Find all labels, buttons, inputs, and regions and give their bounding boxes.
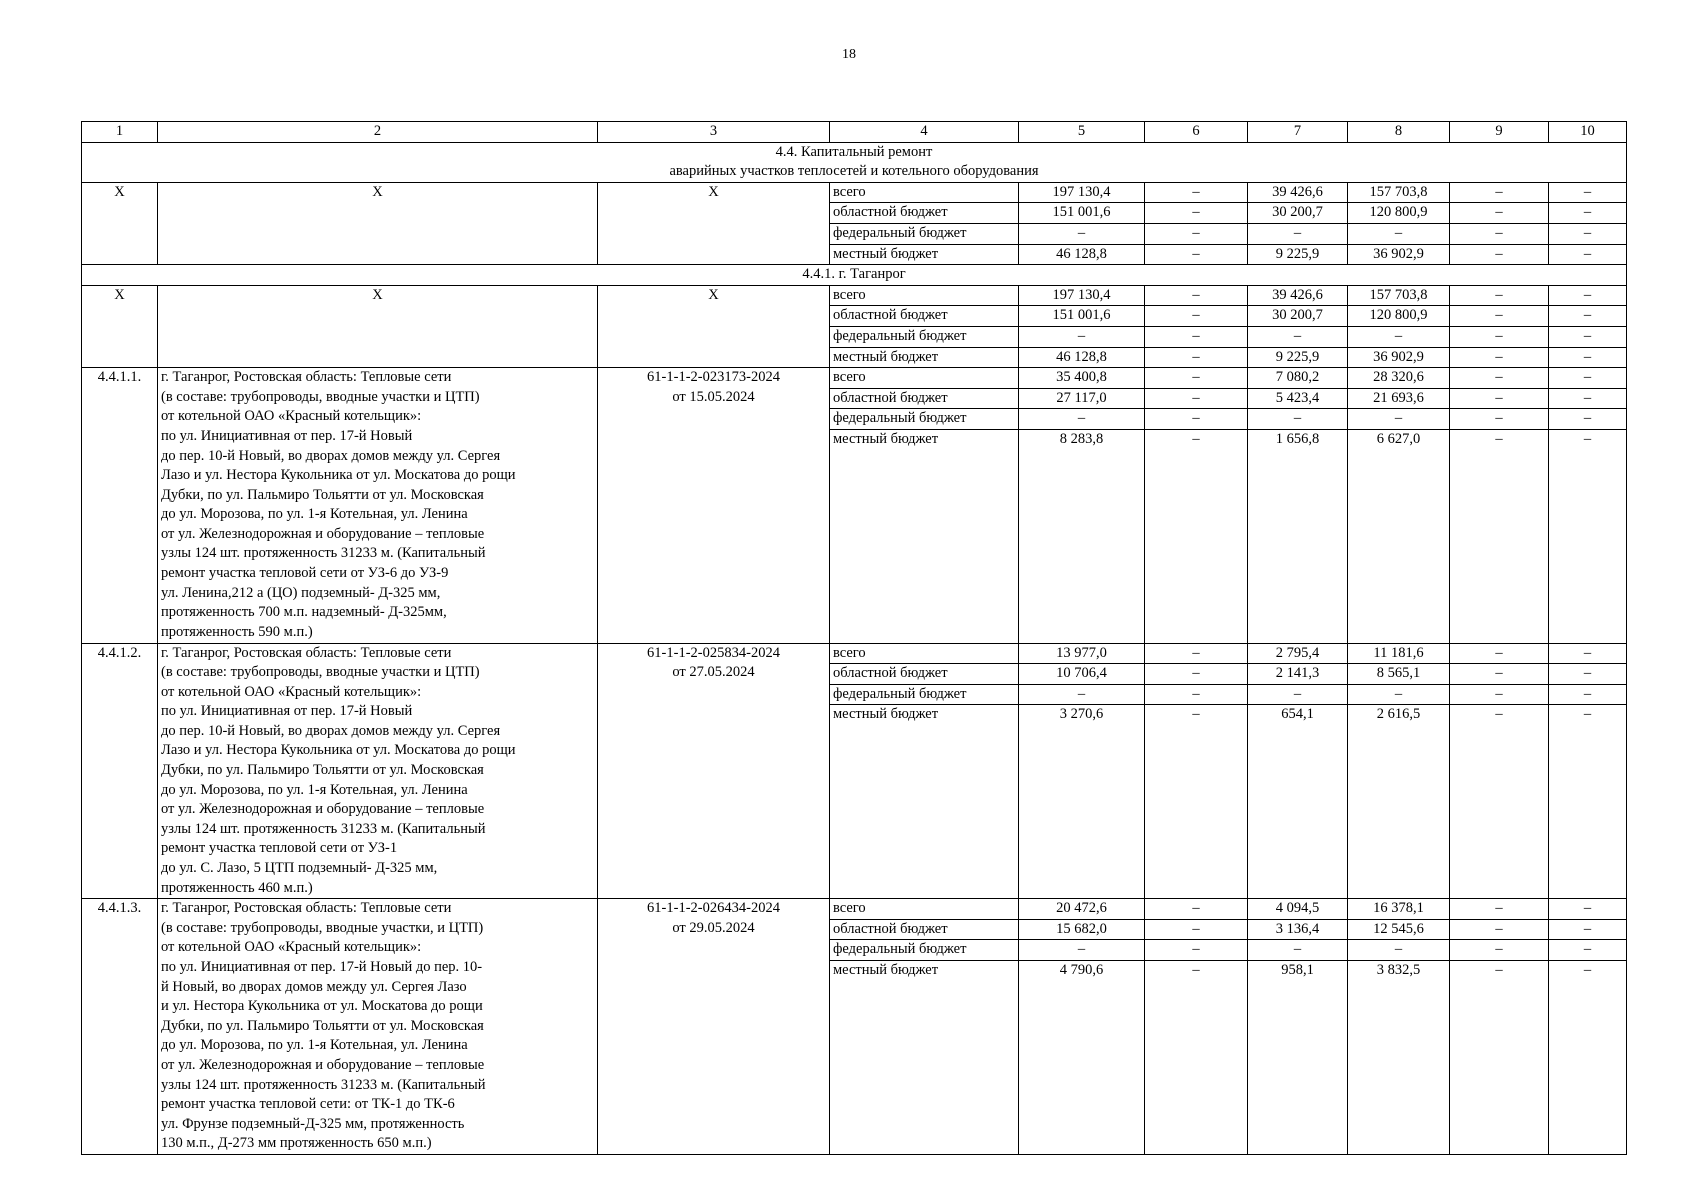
value-cell: – <box>1549 664 1627 685</box>
value-cell: – <box>1450 664 1549 685</box>
value-cell: – <box>1549 705 1627 899</box>
value-cell: – <box>1145 388 1248 409</box>
value-cell: – <box>1450 223 1549 244</box>
document-number: 61-1-1-2-025834-2024 <box>647 644 780 661</box>
value-cell: – <box>1549 306 1627 327</box>
funding-row <box>82 643 1627 664</box>
value-cell: – <box>1248 223 1348 244</box>
value-cell: – <box>1248 940 1348 961</box>
description-line: от котельной ОАО «Красный котельщик»: <box>161 683 422 700</box>
budget-type-label: всего <box>830 899 1019 920</box>
value-cell: 9 225,9 <box>1248 347 1348 368</box>
x-mark-number: Х <box>82 182 158 264</box>
item-description <box>158 368 598 643</box>
budget-type-label: областной бюджет <box>830 388 1019 409</box>
x-mark-document: Х <box>598 285 830 367</box>
value-cell: – <box>1145 244 1248 265</box>
value-cell: 1 656,8 <box>1248 429 1348 643</box>
description-line: (в составе: трубопроводы, вводные участки и ЦТП) <box>161 388 480 405</box>
document-number: 61-1-1-2-026434-2024 <box>647 900 780 917</box>
value-cell: – <box>1145 940 1248 961</box>
value-cell: – <box>1145 203 1248 224</box>
description-line: (в составе: трубопроводы, вводные участки, и ЦТП) <box>161 919 484 936</box>
value-cell: 36 902,9 <box>1348 347 1450 368</box>
value-cell: – <box>1549 203 1627 224</box>
value-cell: – <box>1549 244 1627 265</box>
description-line: г. Таганрог, Ростовская область: Тепловые сети <box>161 900 452 917</box>
description-line: й Новый, во дворах домов между ул. Сергея Лазо <box>161 978 467 995</box>
value-cell: – <box>1450 429 1549 643</box>
value-cell: 197 130,4 <box>1019 285 1145 306</box>
column-number-row <box>82 122 1627 143</box>
value-cell: – <box>1145 326 1248 347</box>
value-cell: – <box>1145 684 1248 705</box>
value-cell: 157 703,8 <box>1348 285 1450 306</box>
description-line: узлы 124 шт. протяженность 31233 м. (Капитальный <box>161 545 486 562</box>
value-cell: 8 565,1 <box>1348 664 1450 685</box>
funding-row <box>82 182 1627 203</box>
value-cell: – <box>1450 899 1549 920</box>
column-number: 7 <box>1248 122 1348 143</box>
value-cell: – <box>1450 326 1549 347</box>
value-cell: – <box>1145 223 1248 244</box>
value-cell: 27 117,0 <box>1019 388 1145 409</box>
value-cell: – <box>1348 940 1450 961</box>
value-cell: – <box>1145 643 1248 664</box>
item-number: 4.4.1.2. <box>82 643 158 899</box>
value-cell: 197 130,4 <box>1019 182 1145 203</box>
section-title-line: аварийных участков теплосетей и котельного оборудования <box>669 163 1039 180</box>
budget-type-label: всего <box>830 285 1019 306</box>
value-cell: 120 800,9 <box>1348 203 1450 224</box>
description-line: до пер. 10-й Новый, во дворах домов между ул. Сергея <box>161 722 501 739</box>
value-cell: – <box>1549 919 1627 940</box>
value-cell: – <box>1549 899 1627 920</box>
value-cell: 12 545,6 <box>1348 919 1450 940</box>
value-cell: 151 001,6 <box>1019 203 1145 224</box>
value-cell: – <box>1248 684 1348 705</box>
budget-type-label: федеральный бюджет <box>830 940 1019 961</box>
value-cell: – <box>1019 684 1145 705</box>
budget-type-label: местный бюджет <box>830 347 1019 368</box>
value-cell: – <box>1348 223 1450 244</box>
value-cell: 958,1 <box>1248 961 1348 1155</box>
value-cell: – <box>1145 347 1248 368</box>
value-cell: 8 283,8 <box>1019 429 1145 643</box>
x-mark-number: Х <box>82 285 158 367</box>
value-cell: – <box>1145 429 1248 643</box>
value-cell: 30 200,7 <box>1248 306 1348 327</box>
value-cell: – <box>1549 409 1627 430</box>
value-cell: 11 181,6 <box>1348 643 1450 664</box>
value-cell: – <box>1145 919 1248 940</box>
value-cell: – <box>1145 409 1248 430</box>
description-line: ремонт участка тепловой сети от УЗ-6 до УЗ-9 <box>161 565 449 582</box>
subsection-summary <box>82 285 1627 367</box>
value-cell: 4 094,5 <box>1248 899 1348 920</box>
value-cell: 3 832,5 <box>1348 961 1450 1155</box>
value-cell: – <box>1450 919 1549 940</box>
description-line: ремонт участка тепловой сети от УЗ-1 <box>161 840 398 857</box>
value-cell: – <box>1145 961 1248 1155</box>
value-cell: – <box>1145 182 1248 203</box>
document-date: от 29.05.2024 <box>672 919 755 936</box>
x-mark-description: Х <box>158 285 598 367</box>
value-cell: 21 693,6 <box>1348 388 1450 409</box>
value-cell: 35 400,8 <box>1019 368 1145 389</box>
column-number: 2 <box>158 122 598 143</box>
description-line: до ул. С. Лазо, 5 ЦТП подземный- Д-325 мм, <box>161 860 438 877</box>
description-line: до ул. Морозова, по ул. 1-я Котельная, ул. Ленина <box>161 1037 468 1054</box>
value-cell: – <box>1549 223 1627 244</box>
description-line: Дубки, по ул. Пальмиро Тольятти от ул. Московская <box>161 1017 484 1034</box>
budget-type-label: областной бюджет <box>830 203 1019 224</box>
column-number: 3 <box>598 122 830 143</box>
document-date: от 15.05.2024 <box>672 388 755 405</box>
value-cell: 39 426,6 <box>1248 182 1348 203</box>
budget-type-label: местный бюджет <box>830 961 1019 1155</box>
description-line: Лазо и ул. Нестора Кукольника от ул. Москатова до рощи <box>161 742 516 759</box>
value-cell: 3 136,4 <box>1248 919 1348 940</box>
value-cell: 4 790,6 <box>1019 961 1145 1155</box>
item-number: 4.4.1.3. <box>82 899 158 1155</box>
value-cell: – <box>1019 940 1145 961</box>
section-summary <box>82 182 1627 264</box>
description-line: Дубки, по ул. Пальмиро Тольятти от ул. Московская <box>161 762 484 779</box>
document-date: от 27.05.2024 <box>672 664 755 681</box>
budget-type-label: областной бюджет <box>830 919 1019 940</box>
items <box>82 368 1627 1155</box>
value-cell: 28 320,6 <box>1348 368 1450 389</box>
column-number: 4 <box>830 122 1019 143</box>
value-cell: 39 426,6 <box>1248 285 1348 306</box>
funding-table <box>81 121 1627 1155</box>
value-cell: 5 423,4 <box>1248 388 1348 409</box>
description-line: г. Таганрог, Ростовская область: Тепловые сети <box>161 644 452 661</box>
value-cell: – <box>1248 409 1348 430</box>
section-title <box>82 142 1627 182</box>
expertise-document <box>598 368 830 643</box>
value-cell: – <box>1549 961 1627 1155</box>
value-cell: – <box>1450 409 1549 430</box>
value-cell: 7 080,2 <box>1248 368 1348 389</box>
description-line: по ул. Инициативная от пер. 17-й Новый <box>161 427 413 444</box>
item-number: 4.4.1.1. <box>82 368 158 643</box>
description-line: Лазо и ул. Нестора Кукольника от ул. Москатова до рощи <box>161 467 516 484</box>
value-cell: – <box>1450 705 1549 899</box>
value-cell: 151 001,6 <box>1019 306 1145 327</box>
value-cell: – <box>1348 326 1450 347</box>
budget-type-label: всего <box>830 643 1019 664</box>
description-line: ул. Ленина,212 а (ЦО) подземный- Д-325 мм, <box>161 584 441 601</box>
x-mark-document: Х <box>598 182 830 264</box>
value-cell: – <box>1450 285 1549 306</box>
budget-type-label: всего <box>830 182 1019 203</box>
description-line: до ул. Морозова, по ул. 1-я Котельная, ул. Ленина <box>161 781 468 798</box>
value-cell: 157 703,8 <box>1348 182 1450 203</box>
value-cell: – <box>1145 285 1248 306</box>
description-line: (в составе: трубопроводы, вводные участки и ЦТП) <box>161 664 480 681</box>
budget-type-label: местный бюджет <box>830 244 1019 265</box>
column-number: 6 <box>1145 122 1248 143</box>
expertise-document <box>598 643 830 899</box>
description-line: и ул. Нестора Кукольника от ул. Москатова до рощи <box>161 998 483 1015</box>
value-cell: 46 128,8 <box>1019 244 1145 265</box>
section-title-row <box>82 142 1627 182</box>
column-number: 9 <box>1450 122 1549 143</box>
description-line: г. Таганрог, Ростовская область: Тепловые сети <box>161 369 452 386</box>
value-cell: 120 800,9 <box>1348 306 1450 327</box>
column-number: 10 <box>1549 122 1627 143</box>
description-line: 130 м.п., Д-273 мм протяженность 650 м.п.) <box>161 1135 432 1152</box>
budget-type-label: федеральный бюджет <box>830 409 1019 430</box>
document-number: 61-1-1-2-023173-2024 <box>647 369 780 386</box>
value-cell: – <box>1450 306 1549 327</box>
value-cell: – <box>1549 940 1627 961</box>
funding-row <box>82 899 1627 920</box>
description-line: протяженность 460 м.п.) <box>161 879 313 896</box>
value-cell: – <box>1450 244 1549 265</box>
value-cell: 10 706,4 <box>1019 664 1145 685</box>
value-cell: – <box>1248 326 1348 347</box>
column-number: 5 <box>1019 122 1145 143</box>
value-cell: – <box>1145 705 1248 899</box>
value-cell: – <box>1348 409 1450 430</box>
value-cell: 16 378,1 <box>1348 899 1450 920</box>
value-cell: 2 795,4 <box>1248 643 1348 664</box>
value-cell: – <box>1019 409 1145 430</box>
value-cell: 13 977,0 <box>1019 643 1145 664</box>
description-line: по ул. Инициативная от пер. 17-й Новый до пер. 10- <box>161 959 483 976</box>
subsection-title: 4.4.1. г. Таганрог <box>82 265 1627 286</box>
value-cell: – <box>1450 961 1549 1155</box>
description-line: до пер. 10-й Новый, во дворах домов между ул. Сергея <box>161 447 501 464</box>
value-cell: – <box>1145 664 1248 685</box>
funding-row <box>82 285 1627 306</box>
value-cell: 30 200,7 <box>1248 203 1348 224</box>
value-cell: 2 141,3 <box>1248 664 1348 685</box>
subsection-title-row <box>82 265 1627 286</box>
description-line: протяженность 700 м.п. надземный- Д-325мм, <box>161 604 447 621</box>
column-number: 1 <box>82 122 158 143</box>
description-line: от ул. Железнодорожная и оборудование – тепловые <box>161 525 485 542</box>
budget-type-label: федеральный бюджет <box>830 223 1019 244</box>
value-cell: – <box>1549 388 1627 409</box>
value-cell: – <box>1450 347 1549 368</box>
item-description <box>158 899 598 1155</box>
value-cell: 6 627,0 <box>1348 429 1450 643</box>
value-cell: – <box>1549 429 1627 643</box>
description-line: от котельной ОАО «Красный котельщик»: <box>161 408 422 425</box>
value-cell: – <box>1450 182 1549 203</box>
description-line: по ул. Инициативная от пер. 17-й Новый <box>161 703 413 720</box>
value-cell: 46 128,8 <box>1019 347 1145 368</box>
budget-type-label: местный бюджет <box>830 429 1019 643</box>
description-line: узлы 124 шт. протяженность 31233 м. (Капитальный <box>161 1076 486 1093</box>
value-cell: 654,1 <box>1248 705 1348 899</box>
value-cell: – <box>1549 684 1627 705</box>
budget-type-label: федеральный бюджет <box>830 326 1019 347</box>
value-cell: – <box>1145 368 1248 389</box>
value-cell: 15 682,0 <box>1019 919 1145 940</box>
x-mark-description: Х <box>158 182 598 264</box>
value-cell: – <box>1549 326 1627 347</box>
description-line: от котельной ОАО «Красный котельщик»: <box>161 939 422 956</box>
budget-type-label: местный бюджет <box>830 705 1019 899</box>
value-cell: 3 270,6 <box>1019 705 1145 899</box>
description-line: до ул. Морозова, по ул. 1-я Котельная, ул. Ленина <box>161 506 468 523</box>
budget-type-label: всего <box>830 368 1019 389</box>
value-cell: 9 225,9 <box>1248 244 1348 265</box>
budget-type-label: областной бюджет <box>830 664 1019 685</box>
value-cell: – <box>1549 182 1627 203</box>
value-cell: 20 472,6 <box>1019 899 1145 920</box>
budget-type-label: федеральный бюджет <box>830 684 1019 705</box>
value-cell: – <box>1549 285 1627 306</box>
value-cell: – <box>1450 684 1549 705</box>
funding-row <box>82 368 1627 389</box>
description-line: от ул. Железнодорожная и оборудование – тепловые <box>161 801 485 818</box>
column-number: 8 <box>1348 122 1450 143</box>
value-cell: – <box>1450 203 1549 224</box>
value-cell: – <box>1450 940 1549 961</box>
description-line: от ул. Железнодорожная и оборудование – тепловые <box>161 1057 485 1074</box>
description-line: Дубки, по ул. Пальмиро Тольятти от ул. Московская <box>161 486 484 503</box>
page-number: 18 <box>842 47 856 62</box>
value-cell: – <box>1019 326 1145 347</box>
value-cell: – <box>1145 899 1248 920</box>
section-title-line: 4.4. Капитальный ремонт <box>775 143 933 160</box>
value-cell: – <box>1450 368 1549 389</box>
value-cell: – <box>1019 223 1145 244</box>
budget-type-label: областной бюджет <box>830 306 1019 327</box>
item-description <box>158 643 598 899</box>
value-cell: – <box>1450 643 1549 664</box>
description-line: протяженность 590 м.п.) <box>161 623 313 640</box>
value-cell: – <box>1348 684 1450 705</box>
value-cell: – <box>1145 306 1248 327</box>
description-line: ул. Фрунзе подземный-Д-325 мм, протяженность <box>161 1115 465 1132</box>
value-cell: – <box>1549 643 1627 664</box>
expertise-document <box>598 899 830 1155</box>
value-cell: – <box>1549 347 1627 368</box>
value-cell: – <box>1549 368 1627 389</box>
value-cell: – <box>1450 388 1549 409</box>
description-line: ремонт участка тепловой сети: от ТК-1 до ТК-6 <box>161 1096 455 1113</box>
description-line: узлы 124 шт. протяженность 31233 м. (Капитальный <box>161 820 486 837</box>
value-cell: 36 902,9 <box>1348 244 1450 265</box>
value-cell: 2 616,5 <box>1348 705 1450 899</box>
